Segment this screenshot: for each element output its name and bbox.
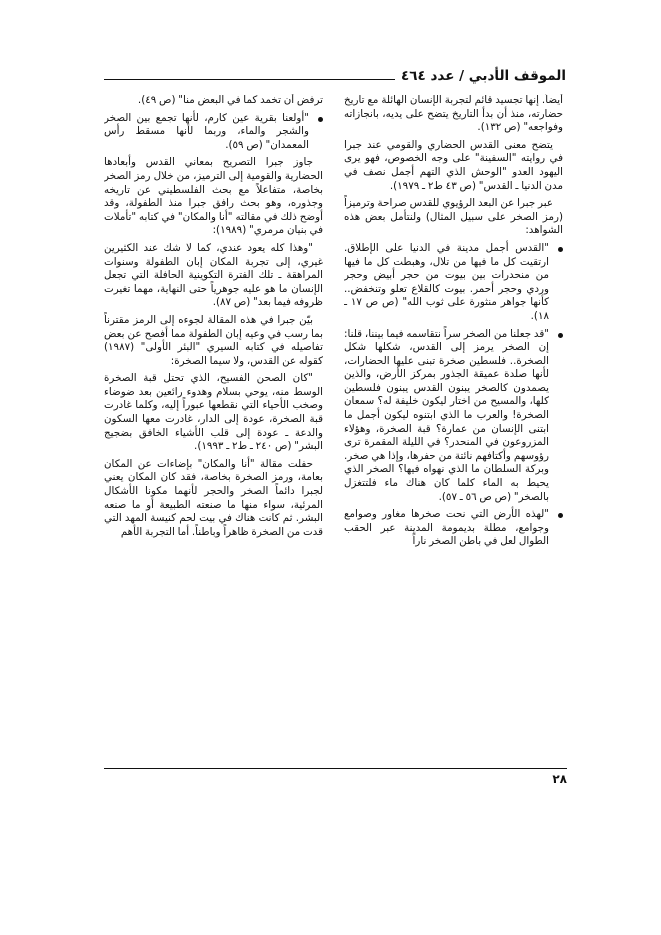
bullet-text: "قد جعلنا من الصخر سراً نتقاسمه فيما بيننا، قلنا: إن الصخر يرمز إلى القدس، شكلها شكل الصخرة.. فلسطين صخرة تبنى عليها الحضارات، لأنها صلدة عميقة الجذور بمركز الأرض، والذين يصمدون كالصخر يبنون القدس يبنون فلسطين كلها، والمسيح من اختار ليكون خليفة له؟ سمعان الصخرة! والعرب ما الذي ابتنوه ليكون أجمل ما ابتنى الإنسان من عمارة؟ قبة الصخرة، وهؤلاء المزروعون في المنحدر؟ في الليلة المقمرة ترى رؤوسهم وأكتافهم نائتة من حفرها، وإذا هي صخر. وبركة السلطان ما الذي نهواه فيها؟ الصخر الذي يحيط به الماء كلما كان هناك ماء فلتتغزل بالصخر" (ص ص ٥٦ ـ ٥٧). — [344, 327, 549, 503]
bullet-item — [104, 112, 323, 153]
paragraph: "وهذا كله يعود عندي، كما لا شك عند الكثيرين غيري، إلى تجربة المكان إبان الطفولة وسنوات المراهقة ـ تلك الفترة التكوينية الحافلة التي تجعل الإنسان ما هو عليه جوهرياً حتى النهاية، مهما تغيرت ظروفه فيما بعد" (ص ٨٧). — [104, 241, 323, 309]
paragraph: عبر جبرا عن البعد الرؤيوي للقدس صراحة وترميزاً (رمز الصخر على سبيل المثال) ولنتأمل بعض هذه الشواهد: — [344, 197, 563, 237]
paragraph: بيّن جبرا في هذه المقالة لجوءه إلى الرمز مقترناً بما رسب في وعيه إبان الطفولة مما أفصح عن بعض تفاصيله في كتابه السيري "البئر الأولى" (١٩٨٧) كقوله عن القدس، ولا سيما الصخرة: — [104, 313, 323, 367]
journal-title: الموقف الأدبي / عدد ٤٦٤ — [401, 68, 566, 84]
paragraph: يتضح معنى القدس الحضاري والقومي عند جبرا في روايته "السفينة" على وجه الخصوص، فهو يرى اليهود العدو "الوحش الذي التهم أجمل نصف في مدن الدنيا ـ القدس" (ص ٤٣ ط٢ ـ ١٩٧٩). — [344, 138, 563, 192]
paragraph: "كان الصحن الفسيح، الذي تحتل قبة الصخرة الوسط منه، يوحي بسلام وهدوء رائعين بعد ضوضاء وصخب الأحياء التي نقطعها عبوراً إليه، وكلما غادرت قبة الصخرة، عودة إلى الدار، غادرت معها السكون والدعة ـ عودة إلى قلب الأشياء الخافق بضجيج البشر" (ص ٢٤٠ ـ ط٢ ـ ١٩٩٣). — [104, 372, 323, 453]
paragraph: أيضاً. إنها تجسيد قائم لتجربة الإنسان الهائلة مع تاريخ حضارته، منذ أن بدأ التاريخ يتضح على يديه، بانجازاته وفواجعه" (ص ١٣٢). — [344, 94, 563, 134]
bullet-item — [344, 242, 563, 324]
bullet-text: "أولعنا بقرية عين كارم، لأنها تجمع بين الصخر والشجر والماء، وربما لأنها مسقط رأس المعمدان" (ص ٥٩). — [104, 111, 309, 151]
bullet-dot-icon — [558, 513, 563, 518]
bullet-item — [344, 328, 563, 505]
bullet-text: "لهذه الأرض التي نحت صخرها مغاور وصوامع وجوامع، مطلة بديمومة المدينة عبر الحقب الطوال لعل في باطن الصخر ناراً — [344, 508, 549, 548]
bullet-dot-icon — [318, 117, 323, 122]
paragraph: ترفض أن تخمد كما في البعض منا" (ص ٤٩). — [137, 94, 323, 106]
bullet-item — [344, 508, 563, 549]
right-column — [344, 94, 563, 754]
header-rule — [104, 79, 395, 80]
bullet-text: "القدس أجمل مدينة في الدنيا على الإطلاق. ارتقيت كل ما فيها من تلال، وهبطت كل ما فيها من منحدرات بين بيوت من حجر أبيض وحجر وردي وحجر أحمر. بيوت كالقلاع تعلو وتنخفض.. كأنها جواهر منثورة على ثوب الله" (ص ص ١٧ ـ ١٨). — [344, 241, 550, 322]
bullet-dot-icon — [558, 333, 563, 338]
page-number: ٢٨ — [552, 772, 567, 786]
footer-rule — [104, 768, 567, 769]
paragraph: حفلت مقالة "أنا والمكان" بإضاءات عن المكان بعامة، ورمز الصخرة بخاصة، فقد كان المكان يعني لجبرا دائماً الصخر والحجر لأنهما مكونا الأشكال المرئية، سواء منها ما صنعته الطبيعة أو ما صنعه البشر. ثم كانت هناك في بيت لحم كنيسة المهد التي قدت من الصخرة ظاهراً وباطناً. أما التجربة الأهم — [104, 457, 323, 538]
bullet-dot-icon — [558, 247, 563, 252]
running-header — [104, 62, 566, 84]
paragraph: جاوز جبرا التصريح بمعاني القدس وأبعادها الحضارية والقومية إلى الترميز، من خلال رمز الصخر بخاصة، متفاعلاً مع بحث الفلسطيني عن تاريخه وجذوره، وهو بحث رافق جبرا منذ الطفولة، وقد أوضح ذلك في مقالته "أنا والمكان" في كتابه "تأملات في بنيان مرمري" (١٩٨٩): — [104, 156, 323, 237]
left-column — [104, 94, 323, 754]
